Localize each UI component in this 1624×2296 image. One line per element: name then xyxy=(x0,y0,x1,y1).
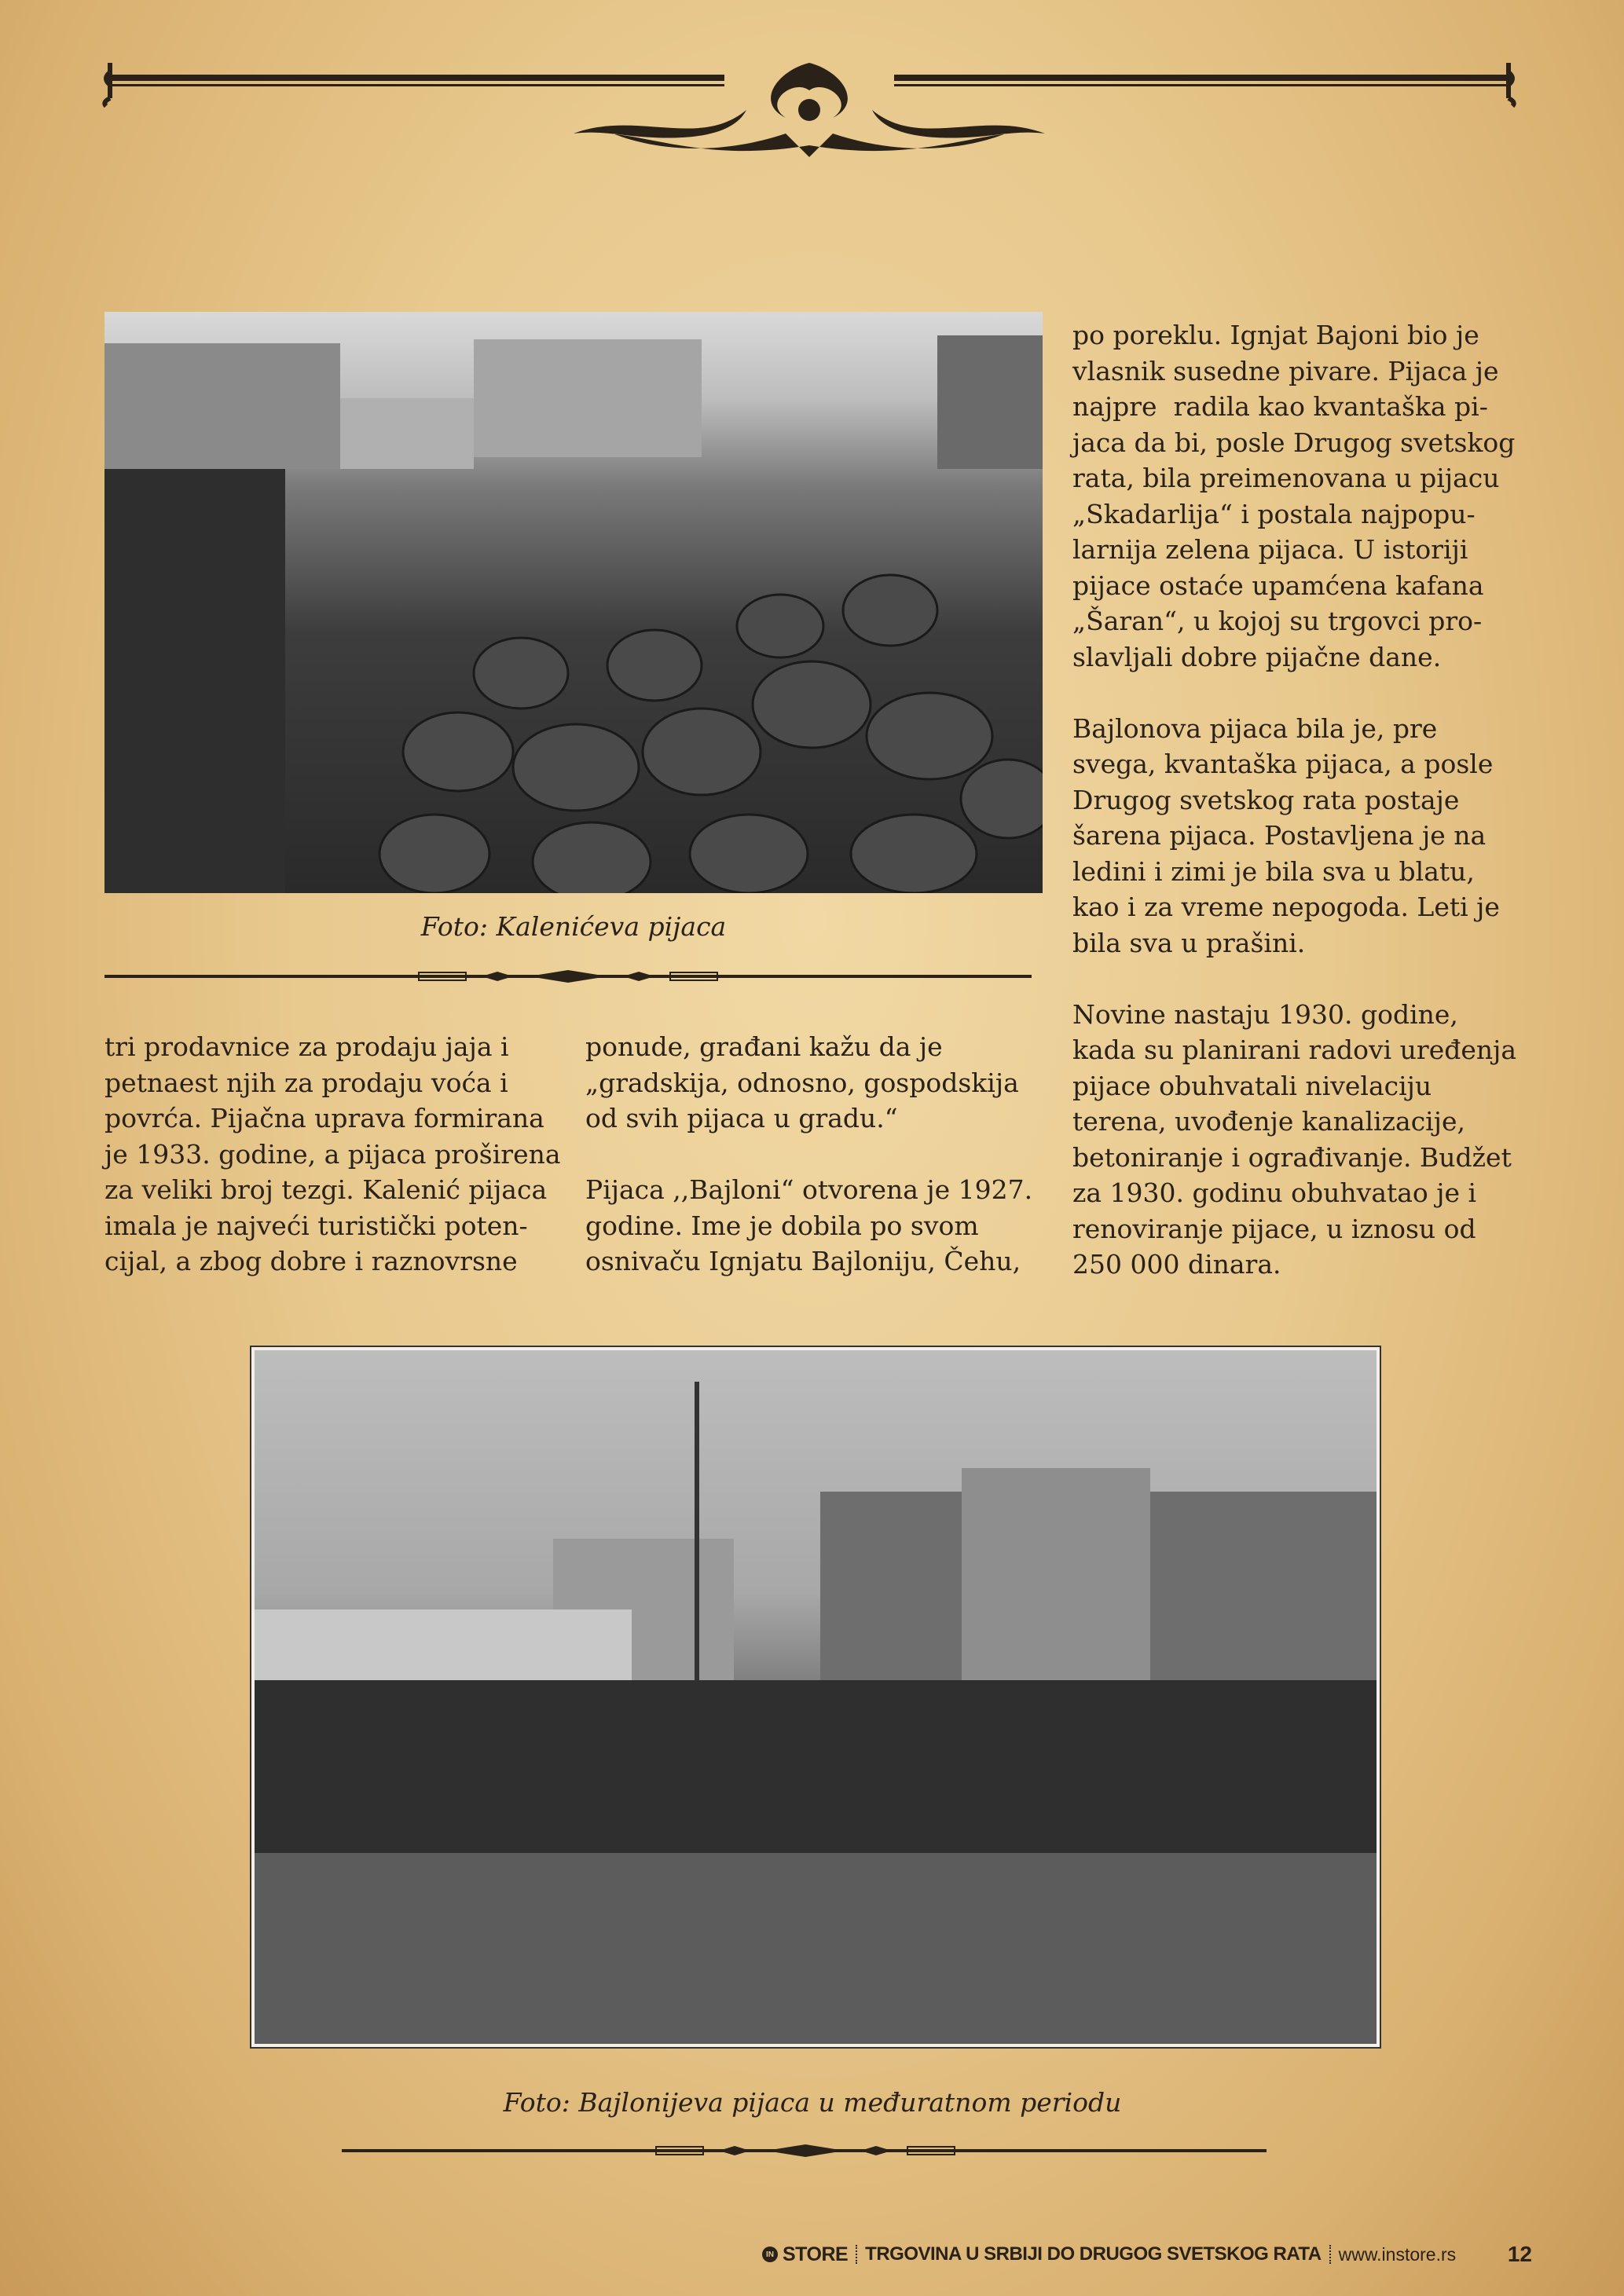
paragraph: ponude, građani kažu da je „gradskija, odnosno, gospodskija od svih pijaca u gradu.“ xyxy=(585,1031,1019,1133)
photo2-caption: Foto: Bajlonijeva pijaca u međuratnom periodu xyxy=(503,2087,1122,2118)
footer-title: TRGOVINA U SRBIJI DO DRUGOG SVETSKOG RATA xyxy=(865,2243,1322,2265)
right-column-text xyxy=(1072,317,1516,1283)
page-number: 12 xyxy=(1507,2242,1532,2266)
photo-bajloni-market xyxy=(251,1347,1380,2047)
photo-kalenic-market xyxy=(104,312,1043,893)
paragraph: Pijaca ,,Bajloni“ otvorena je 1927. godine. Ime je dobila po svom osnivaču Ignjatu Bajloniju, Čehu, xyxy=(585,1174,1033,1276)
footer-separator xyxy=(856,2245,857,2264)
paragraph: tri prodavnice za prodaju jaja i petnaest njih za prodaju voća i povrća. Pijačna uprava formirana je 1933. godine, a pijaca proširena za veliki broj tezgi. Kalenić pijaca imala je najveći turistički poten- cijal, a zbog dobre i raznovrsne xyxy=(104,1031,561,1276)
footer-brand: STORE xyxy=(783,2243,849,2265)
section-divider xyxy=(104,969,1032,984)
paragraph: po poreklu. Ignjat Bajoni bio je vlasnik susedne pivare. Pijaca je najpre radila kao kvantaška pi- jaca da bi, posle Drugog svetskog rata, bila preimenovana u pijacu „Skadarlija“ i postala najpopu- larnija zelena pijaca. U istoriji pijace ostaće upamćena kafana „Šaran“, u kojoj su trgovci pro- slavljali dobre pijačne dane. xyxy=(1072,320,1516,672)
instore-logo-icon: IN xyxy=(762,2247,778,2262)
paragraph: Bajlonova pijaca bila je, pre svega, kvantaška pijaca, a posle Drugog svetskog rata postaje šarena pijaca. Postavljena je na ledini i zimi je bila sva u blatu, kao i za vreme nepogoda. Leti je bila sva u prašini. xyxy=(1072,712,1500,958)
page-footer xyxy=(762,2239,1532,2270)
footer-url-link[interactable]: www.instore.rs xyxy=(1338,2243,1457,2265)
top-ornament xyxy=(102,55,1516,173)
left-column-text xyxy=(104,1029,561,1280)
watermelon-market-image xyxy=(104,312,1043,893)
paragraph: Novine nastaju 1930. godine, kada su planirani radovi uređenja pijace obuhvatali nivelaciju terena, uvođenje kanalizacije, betoniranje i ograđivanje. Budžet za 1930. godinu obuhvatao je i renoviranje pijace, u iznosu od 250 000 dinara. xyxy=(1072,998,1517,1280)
photo1-caption: Foto: Kalenićeva pijaca xyxy=(420,911,727,942)
bajloni-market-image xyxy=(255,1350,1377,2044)
section-divider xyxy=(342,2143,1267,2159)
middle-column-text xyxy=(585,1029,1032,1280)
footer-separator xyxy=(1329,2245,1331,2264)
